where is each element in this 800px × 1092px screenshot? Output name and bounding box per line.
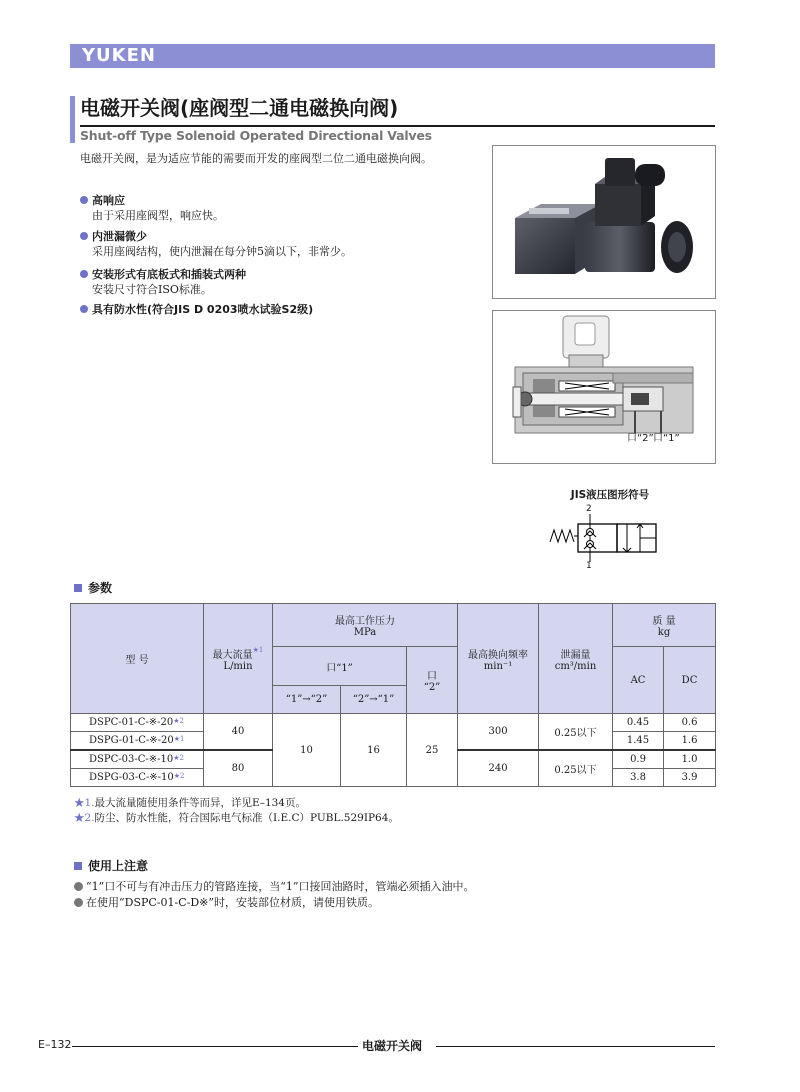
jis-symbol-title: JIS液压图形符号	[570, 489, 650, 501]
feature-detail: 由于采用座阀型，响应快。	[92, 209, 224, 222]
col-dc-header: DC	[664, 647, 716, 714]
maxflow-cell: 40	[204, 714, 273, 751]
freq-cell: 240	[458, 750, 539, 787]
mass-ac-cell: 0.9	[613, 750, 664, 769]
mass-ac-cell: 0.45	[613, 714, 664, 732]
feature-detail: 采用座阀结构，使内泄漏在每分钟5滴以下，非常少。	[92, 245, 352, 258]
pressure-port2-cell: 25	[407, 714, 458, 787]
model-cell: DSPC-$03-C-※-10^{★2}$	[71, 750, 204, 769]
cross-section-diagram	[492, 310, 716, 464]
page-title: 电磁开关阀(座阀型二通电磁换向阀)	[80, 96, 399, 120]
pressure-12-cell: 10	[273, 714, 341, 787]
footer-rule-right	[436, 1046, 715, 1047]
feature-item	[80, 193, 224, 223]
footnote: ★1.最大流量随使用条件等而异，详见E–134页。	[74, 797, 306, 809]
feature-heading: 具有防水性(符合JIS D 0203喷水试验S2级)	[80, 302, 313, 317]
spec-table	[70, 603, 716, 787]
footnote: ★2.防尘、防水性能，符合国际电气标准（I.E.C）PUBL.529IP64。	[74, 812, 399, 824]
jis-hydraulic-symbol	[544, 504, 674, 572]
mass-dc-cell: 1.0	[664, 750, 716, 769]
usage-item: “1”口不可与有冲击压力的管路连接，当“1”口接回油路时，管端必须插入油中。	[74, 878, 475, 894]
usage-item: 在使用“DSPC-01-C-D※”时，安装部位材质，请使用铁质。	[74, 894, 379, 910]
col-model-header: 型 号	[71, 604, 204, 714]
jis-port-bottom: 1	[586, 561, 592, 571]
port-2-label: 口“2”	[627, 433, 654, 444]
table-row	[71, 714, 716, 732]
usage-section-title: 使用上注意	[74, 857, 148, 874]
footer-title: 电磁开关阀	[362, 1039, 423, 1053]
brand-bar	[70, 44, 715, 68]
col-maxflow-header: 最大流量$^{★1}$ L/min	[204, 604, 273, 714]
leak-cell: 0.25以下	[539, 714, 613, 751]
feature-heading: 安装形式有底板式和插装式两种	[80, 267, 246, 282]
feature-item	[80, 302, 313, 317]
freq-cell: 300	[458, 714, 539, 751]
jis-symbol-graphic	[544, 504, 674, 572]
col-freq-header: 最高换向频率 min⁻¹	[458, 604, 539, 714]
col-dir21-header: “2”→“1”	[341, 686, 407, 714]
mass-ac-cell: 3.8	[613, 769, 664, 787]
col-mass-header: 质 量 kg	[613, 604, 716, 647]
feature-detail: 安装尺寸符合ISO标准。	[92, 283, 212, 296]
intro-text: 电磁开关阀，是为适应节能的需要而开发的座阀型二位二通电磁换向阀。	[80, 152, 432, 165]
feature-heading: 内泄漏微少	[80, 229, 352, 244]
col-port2-header: 口 “2”	[407, 647, 458, 714]
mass-dc-cell: 1.6	[664, 732, 716, 751]
feature-item	[80, 229, 352, 259]
col-pressure-header: 最高工作压力 MPa	[273, 604, 458, 647]
col-port1-header: 口“1”	[273, 647, 407, 686]
title-rule	[80, 125, 715, 127]
col-ac-header: AC	[613, 647, 664, 714]
page-subtitle: Shut-off Type Solenoid Operated Directional Valves	[80, 128, 432, 143]
footer-rule-left	[72, 1046, 358, 1047]
model-cell: DSPG-$01-C-※-20^{★1}$	[71, 732, 204, 751]
mass-ac-cell: 1.45	[613, 732, 664, 751]
col-dir12-header: “1”→“2”	[273, 686, 341, 714]
feature-heading: 高响应	[80, 193, 224, 208]
maxflow-cell: 80	[204, 750, 273, 787]
mass-dc-cell: 3.9	[664, 769, 716, 787]
pressure-21-cell: 16	[341, 714, 407, 787]
brand-logo: YUKEN	[82, 45, 156, 66]
title-accent-bar	[70, 96, 75, 143]
col-leak-header: 泄漏量 cm³/min	[539, 604, 613, 714]
valve-photo-illustration	[493, 146, 715, 298]
jis-port-top: 2	[586, 504, 592, 514]
model-cell: DSPG-$03-C-※-10^{★2}$	[71, 769, 204, 787]
product-photo	[492, 145, 716, 299]
mass-dc-cell: 0.6	[664, 714, 716, 732]
params-section-title: 参数	[74, 579, 112, 596]
page-number: E–132	[38, 1038, 72, 1051]
feature-item	[80, 267, 246, 297]
model-cell: DSPC-$01-C-※-20^{★2}$	[71, 714, 204, 732]
cross-section-illustration	[493, 311, 715, 441]
port-1-label: 口“1”	[653, 433, 680, 444]
leak-cell: 0.25以下	[539, 750, 613, 787]
